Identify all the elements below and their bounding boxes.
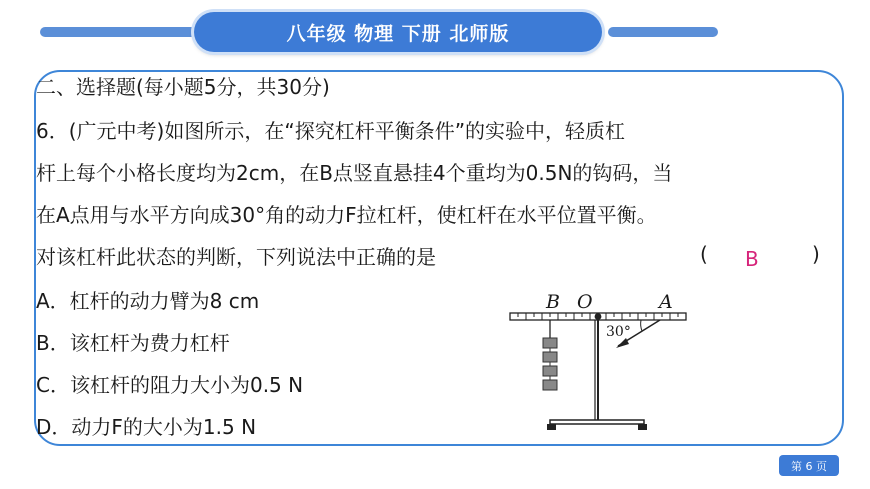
option-d: D．动力F的大小为1.5 N: [36, 415, 257, 439]
option-a: A．杠杆的动力臂为8 cm: [36, 289, 260, 313]
option-c: C．该杠杆的阻力大小为0.5 N: [36, 373, 304, 397]
answer-paren-open: (: [700, 242, 708, 266]
header-decor-line-left: [40, 27, 200, 37]
label-a: A: [659, 291, 673, 313]
answer-value: B: [745, 247, 759, 271]
hook-weights: [543, 320, 557, 390]
header-title: 八年级 物理 下册 北师版: [194, 12, 602, 52]
question-line-1: 6．(广元中考)如图所示，在“探究杠杆平衡条件”的实验中，轻质杠: [36, 119, 626, 143]
base-foot-right: [638, 424, 647, 430]
section-heading: 二、选择题(每小题5分，共30分): [36, 75, 330, 99]
question-line-4: 对该杠杆此状态的判断，下列说法中正确的是: [36, 245, 436, 269]
option-b: B．该杠杆为费力杠杆: [36, 331, 230, 355]
label-o: O: [577, 291, 593, 313]
lever-diagram: [500, 286, 700, 436]
pivot-point: [595, 313, 602, 320]
header-decor-line-right: [608, 27, 718, 37]
base-foot-left: [547, 424, 556, 430]
question-line-2: 杆上每个小格长度均为2cm，在B点竖直悬挂4个重均为0.5N的钩码，当: [36, 161, 673, 185]
label-b: B: [546, 291, 560, 313]
page-number-badge: 第 6 页: [779, 455, 839, 476]
answer-paren-close: ): [812, 242, 820, 266]
support-base: [550, 420, 644, 424]
angle-label: 30°: [606, 324, 631, 340]
question-line-3: 在A点用与水平方向成30°角的动力F拉杠杆，使杠杆在水平位置平衡。: [36, 203, 657, 227]
